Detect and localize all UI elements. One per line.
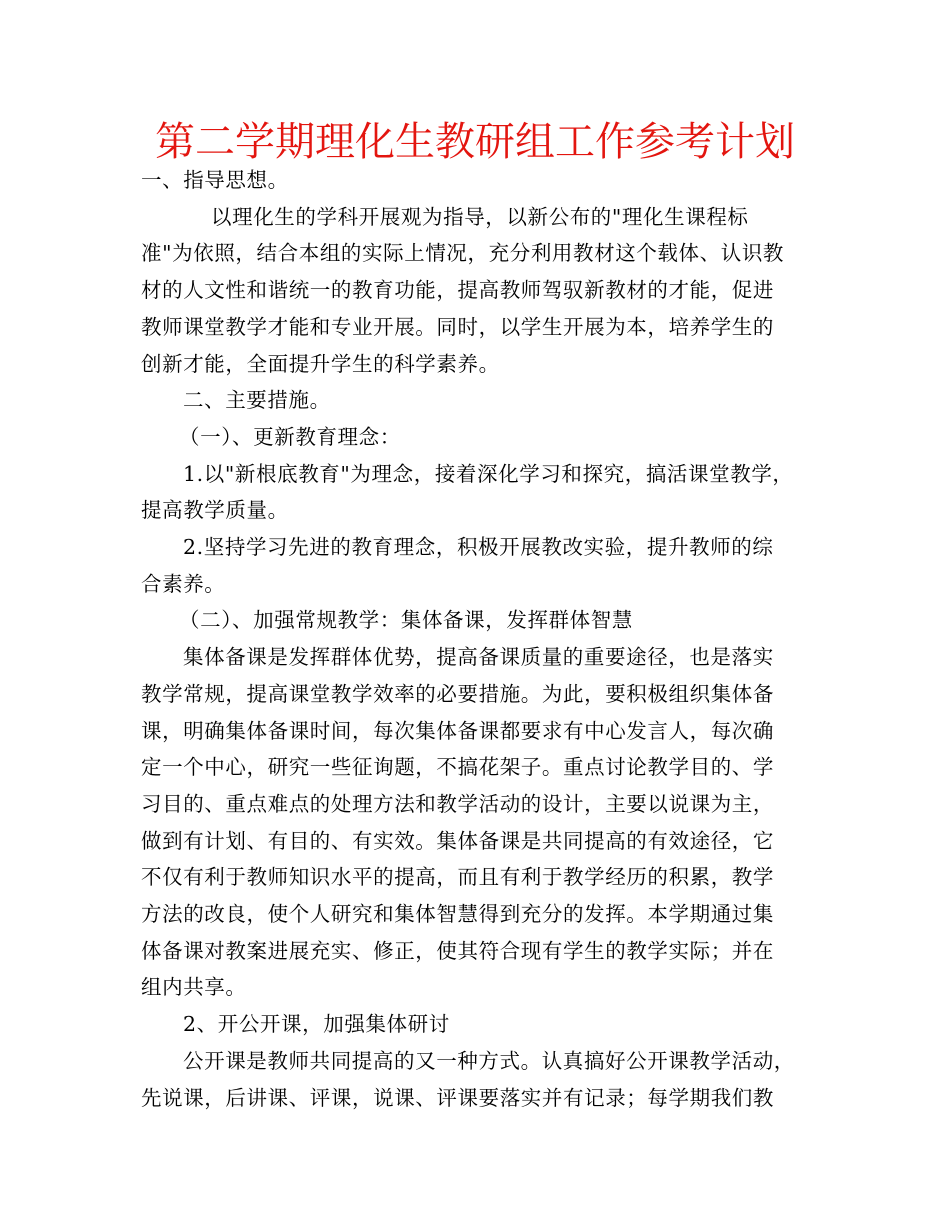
paragraph-line: 做到有计划、有目的、有实效。集体备课是共同提高的有效途径，它 — [141, 828, 774, 853]
paragraph-line: 集体备课是发挥群体优势，提高备课质量的重要途径，也是落实 — [183, 645, 774, 670]
paragraph-line: 课，明确集体备课时间，每次集体备课都要求有中心发言人，每次确 — [141, 718, 774, 743]
paragraph-line: 提高教学质量。 — [141, 498, 289, 523]
subsection-heading: （二）、加强常规教学：集体备课，发挥群体智慧 — [179, 608, 633, 633]
paragraph-line: 合素养。 — [141, 571, 226, 596]
document-body — [141, 162, 813, 1116]
subsection-heading: （一）、更新教育理念： — [179, 424, 401, 449]
paragraph-line: 准"为依照，结合本组的实际上情况，充分利用教材这个载体、认识教 — [141, 241, 785, 266]
paragraph-line: 组内共享。 — [141, 975, 247, 1000]
subsection-heading: 2、开公开课，加强集体研讨 — [183, 1012, 450, 1037]
paragraph-line: 教学常规，提高课堂教学效率的必要措施。为此，要积极组织集体备 — [141, 681, 774, 706]
paragraph-line: 先说课，后讲课、评课，说课、评课要落实并有记录；每学期我们教 — [141, 1085, 774, 1110]
paragraph-line: 不仅有利于教师知识水平的提高，而且有利于教学经历的积累，教学 — [141, 865, 774, 890]
paragraph-line: 公开课是教师共同提高的又一种方式。认真搞好公开课教学活动， — [183, 1048, 795, 1073]
document-title: 第二学期理化生教研组工作参考计划 — [155, 119, 795, 165]
paragraph-line: 2.坚持学习先进的教育理念，积极开展教改实验，提升教师的综 — [183, 535, 774, 560]
paragraph-line: 体备课对教案进展充实、修正，使其符合现有学生的教学实际；并在 — [141, 938, 774, 963]
section-heading: 二、主要措施。 — [183, 388, 331, 413]
paragraph-line: 1.以"新根底教育"为理念，接着深化学习和探究，搞活课堂教学， — [183, 461, 794, 486]
paragraph-line: 方法的改良，使个人研究和集体智慧得到充分的发挥。本学期通过集 — [141, 902, 774, 927]
paragraph-line: 以理化生的学科开展观为指导，以新公布的"理化生课程标 — [211, 204, 749, 229]
paragraph-line: 定一个中心，研究一些征询题，不搞花架子。重点讨论教学目的、学 — [141, 755, 774, 780]
paragraph-line: 习目的、重点难点的处理方法和教学活动的设计，主要以说课为主， — [141, 791, 774, 816]
paragraph-line: 教师课堂教学才能和专业开展。同时，以学生开展为本，培养学生的 — [141, 314, 774, 339]
section-heading: 一、指导思想。 — [141, 168, 289, 192]
paragraph-line: 材的人文性和谐统一的教育功能，提高教师驾驭新教材的才能，促进 — [141, 278, 774, 303]
paragraph-line: 创新才能，全面提升学生的科学素养。 — [141, 351, 500, 376]
